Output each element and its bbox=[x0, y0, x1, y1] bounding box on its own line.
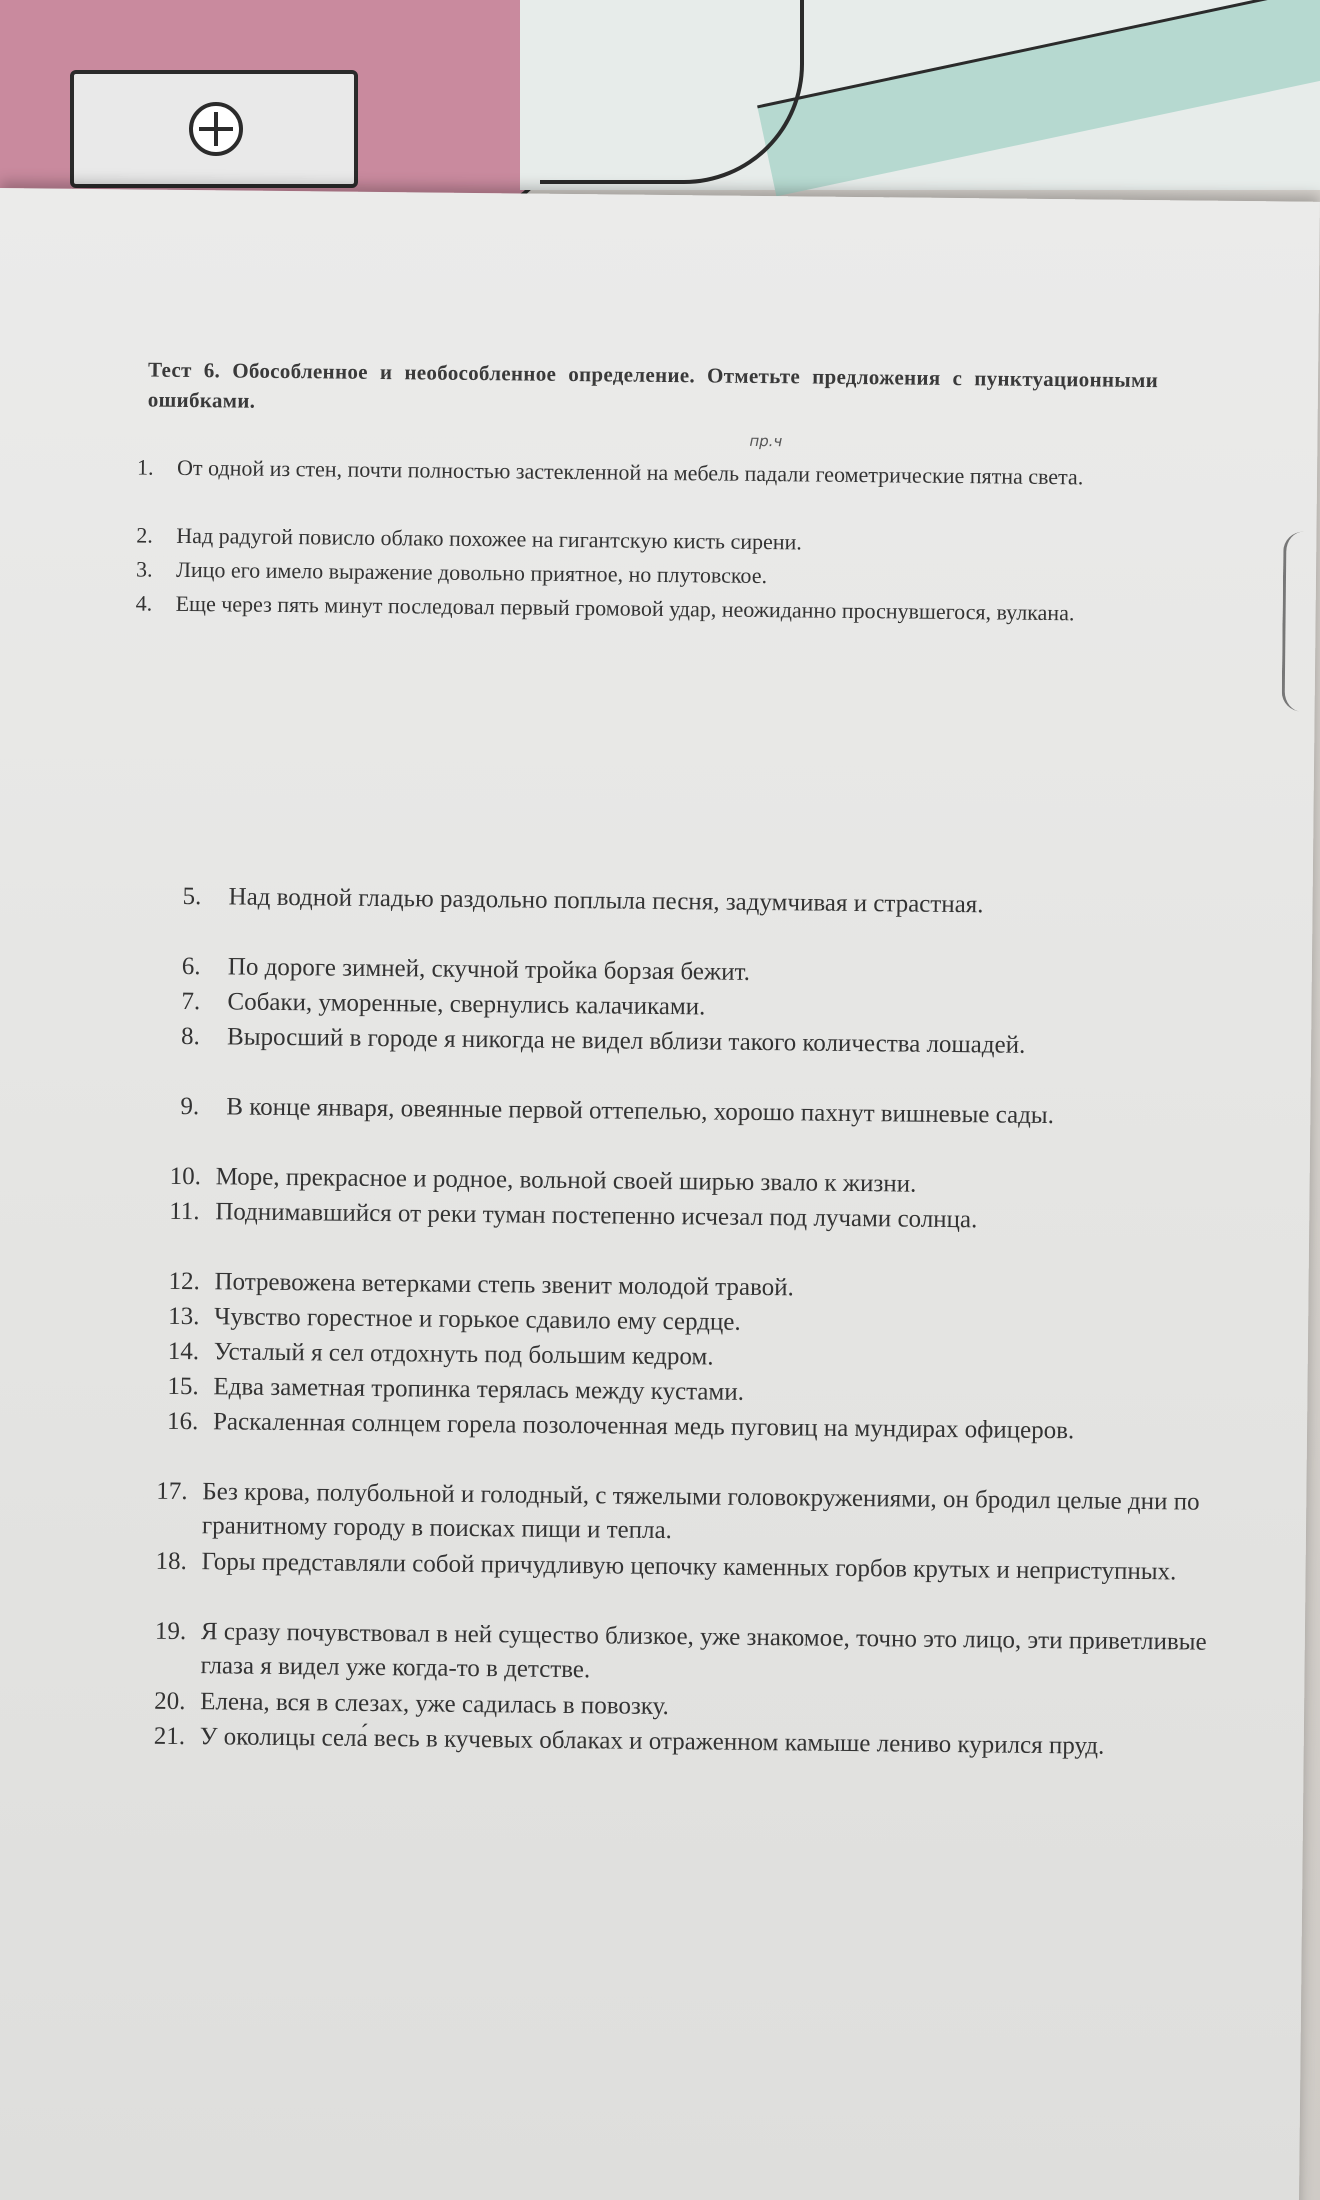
item-text: Я сразу почувствовал в ней существо близкое, уже знакомое, точно это лицо, эти приветливые глаза я видел уже когда-то в детстве. bbox=[200, 1618, 1207, 1684]
sharpener-illustration bbox=[70, 70, 358, 188]
item-number: 18. bbox=[155, 1547, 188, 1576]
item-number: 16. bbox=[166, 1407, 199, 1436]
list-item bbox=[156, 1475, 1237, 1554]
item-text: Елена, вся в слезах, уже садилась в повозку. bbox=[200, 1688, 669, 1721]
item-text: Потревожена ветерками степь звенит молодой травой. bbox=[214, 1268, 794, 1302]
item-text: Собаки, уморенные, свернулись калачиками. bbox=[227, 988, 706, 1021]
handwritten-note: пр.ч bbox=[749, 431, 783, 451]
item-text: Поднимавшийся от реки туман постепенно исчезал под лучами солнца. bbox=[215, 1198, 978, 1234]
item-text: Еще через пять минут последовал первый громовой удар, неожиданно проснувшегося, вулкана. bbox=[175, 590, 1075, 626]
item-number: 5. bbox=[182, 882, 202, 911]
item-number: 8. bbox=[180, 1022, 201, 1051]
item-text: Над водной гладью раздольно поплыла песня, задумчивая и страстная. bbox=[228, 883, 984, 919]
item-text: Горы представляли собой причудливую цепочку каменных горбов крутых и неприступных. bbox=[201, 1548, 1177, 1586]
item-number: 12. bbox=[168, 1267, 200, 1296]
list-item bbox=[137, 451, 1137, 493]
item-text: От одной из стен, почти полностью застекленной на мебель падали геометрические пятна света. bbox=[176, 454, 1084, 490]
item-text: Лицо его имело выражение довольно приятное, но плутовское. bbox=[175, 556, 768, 589]
item-text: Чувство горестное и горькое сдавило ему сердце. bbox=[214, 1303, 741, 1336]
list-item bbox=[182, 880, 1222, 925]
item-number: 3. bbox=[135, 556, 153, 582]
item-number: 19. bbox=[154, 1617, 187, 1646]
list-item bbox=[154, 1615, 1235, 1694]
item-number: 14. bbox=[167, 1337, 200, 1366]
item-text: Над радугой повисло облако похожее на гигантскую кисть сирени. bbox=[176, 522, 803, 555]
item-text: Море, прекрасное и родное, вольной своей ширью звало к жизни. bbox=[215, 1163, 917, 1198]
item-number: 7. bbox=[181, 987, 201, 1016]
item-number: 4. bbox=[135, 590, 153, 616]
item-text: По дороге зимней, скучной тройка борзая бежит. bbox=[227, 953, 751, 986]
item-text: Едва заметная тропинка терялась между кустами. bbox=[213, 1373, 745, 1406]
item-text: Выросший в городе я никогда не видел вблизи такого количества лошадей. bbox=[226, 1023, 1026, 1059]
item-number: 11. bbox=[169, 1197, 200, 1226]
screw-icon bbox=[189, 102, 243, 156]
item-number: 17. bbox=[156, 1477, 188, 1506]
item-number: 13. bbox=[168, 1302, 200, 1331]
item-text: Усталый я сел отдохнуть под большим кедром. bbox=[213, 1338, 714, 1371]
item-number: 15. bbox=[167, 1372, 199, 1401]
item-number: 10. bbox=[169, 1162, 202, 1191]
page-edge bbox=[1282, 531, 1317, 711]
item-text: У околицы села́ весь в кучевых облаках и отраженном камыше лениво курился пруд. bbox=[199, 1723, 1105, 1760]
item-number: 20. bbox=[154, 1687, 186, 1716]
test-title: Тест 6. Обособленное и необособленное определение. Отметьте предложения с пунктуационными ошибками. bbox=[147, 357, 1159, 413]
item-text: Раскаленная солнцем горела позолоченная медь пуговиц на мундирах офицеров. bbox=[212, 1408, 1075, 1445]
list-item bbox=[180, 1090, 1220, 1135]
worksheet-page bbox=[0, 188, 1320, 2200]
item-number: 1. bbox=[136, 454, 154, 480]
item-text: Без крова, полубольной и голодный, с тяжелыми головокружениями, он бродил целые дни по гранитному городу в поисках пищи и тепла. bbox=[201, 1478, 1200, 1545]
item-number: 2. bbox=[136, 522, 154, 548]
item-number: 9. bbox=[180, 1092, 200, 1121]
item-text: В конце января, овеянные первой оттепелью, хорошо пахнут вишневые сады. bbox=[226, 1093, 1055, 1130]
item-number: 21. bbox=[153, 1722, 186, 1751]
item-number: 6. bbox=[181, 952, 201, 981]
